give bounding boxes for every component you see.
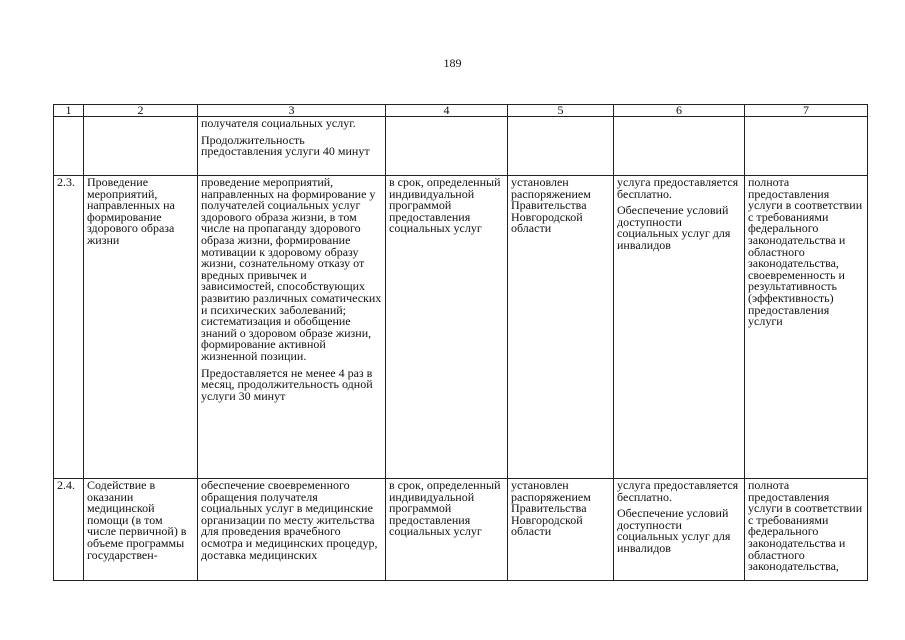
conditions-cell xyxy=(614,176,745,479)
tariff-cell: установлен распоряжением Правительства Новгородской области xyxy=(508,176,614,479)
tariff-cell xyxy=(508,117,614,176)
deadline-cell: в срок, определенный индивидуальной программой предоставления социальных услуг xyxy=(386,176,508,479)
description-paragraph: обеспечение своевременного обращения получателя социальных услуг в медицинские организации по месту жительства для проведения врачебного осмотра и медицинских процедур, доставка медицинских xyxy=(201,478,378,562)
conditions-cell xyxy=(614,479,745,581)
quality-cell: полнота предоставления услуги в соответствии с требованиями федерального законодательства и областного законодательства, своевременность и результативность (эффективность) предоставления услуги xyxy=(745,176,868,479)
service-description-cell xyxy=(198,479,386,581)
deadline-cell: в срок, определенный индивидуальной программой предоставления социальных услуг xyxy=(386,479,508,581)
header-cell: 1 xyxy=(54,105,84,117)
description-paragraph: получателя социальных услуг. xyxy=(201,116,356,130)
table-row xyxy=(54,176,868,479)
header-cell: 2 xyxy=(84,105,198,117)
header-cell: 5 xyxy=(508,105,614,117)
header-cell: 3 xyxy=(198,105,386,117)
deadline-cell xyxy=(386,117,508,176)
services-table xyxy=(53,104,868,581)
row-number-cell: 2.4. xyxy=(54,479,84,581)
description-paragraph: проведение мероприятий, направленных на формирование у получателей социальных услуг здорового образа жизни, в том числе на пропаганду здорового образа жизни, формирование мотивации к здоровому образу жизни, сознательному отказу от вредных привычек и зависимостей, способствующих развитию различных соматических и психических заболеваний; систематизация и обобщение знаний о здоровом образе жизни, формирование активной жизненной позиции. xyxy=(201,175,382,363)
service-description-cell xyxy=(198,117,386,176)
header-row xyxy=(54,105,868,117)
tariff-cell: установлен распоряжением Правительства Новгородской области xyxy=(508,479,614,581)
header-cell: 6 xyxy=(614,105,745,117)
conditions-cell xyxy=(614,117,745,176)
description-paragraph: Предоставляется не менее 4 раз в месяц, продолжительность одной услуги 30 минут xyxy=(201,365,373,403)
description-paragraph: Продолжительность предоставления услуги 40 минут xyxy=(201,132,370,159)
table-row xyxy=(54,479,868,581)
service-description-cell xyxy=(198,176,386,479)
service-name-cell: Проведение мероприятий, направленных на формирование здорового образа жизни xyxy=(84,176,198,479)
header-cell: 4 xyxy=(386,105,508,117)
row-number-cell xyxy=(54,117,84,176)
header-cell: 7 xyxy=(745,105,868,117)
row-number-cell: 2.3. xyxy=(54,176,84,479)
conditions-paragraph: услуга предоставляется бесплатно. xyxy=(617,175,739,201)
conditions-paragraph: услуга предоставляется бесплатно. xyxy=(617,478,739,504)
page-number: 189 xyxy=(443,56,462,70)
quality-cell: полнота предоставления услуги в соответствии с требованиями федерального законодательства и областного законодательства, xyxy=(745,479,868,581)
service-name-cell: Содействие в оказании медицинской помощи (в том числе первичной) в объеме программы государствен- xyxy=(84,479,198,581)
conditions-paragraph: Обеспечение условий доступности социальных услуг для инвалидов xyxy=(617,203,731,252)
conditions-paragraph: Обеспечение условий доступности социальных услуг для инвалидов xyxy=(617,506,731,555)
quality-cell xyxy=(745,117,868,176)
table-row xyxy=(54,117,868,176)
service-name-cell xyxy=(84,117,198,176)
